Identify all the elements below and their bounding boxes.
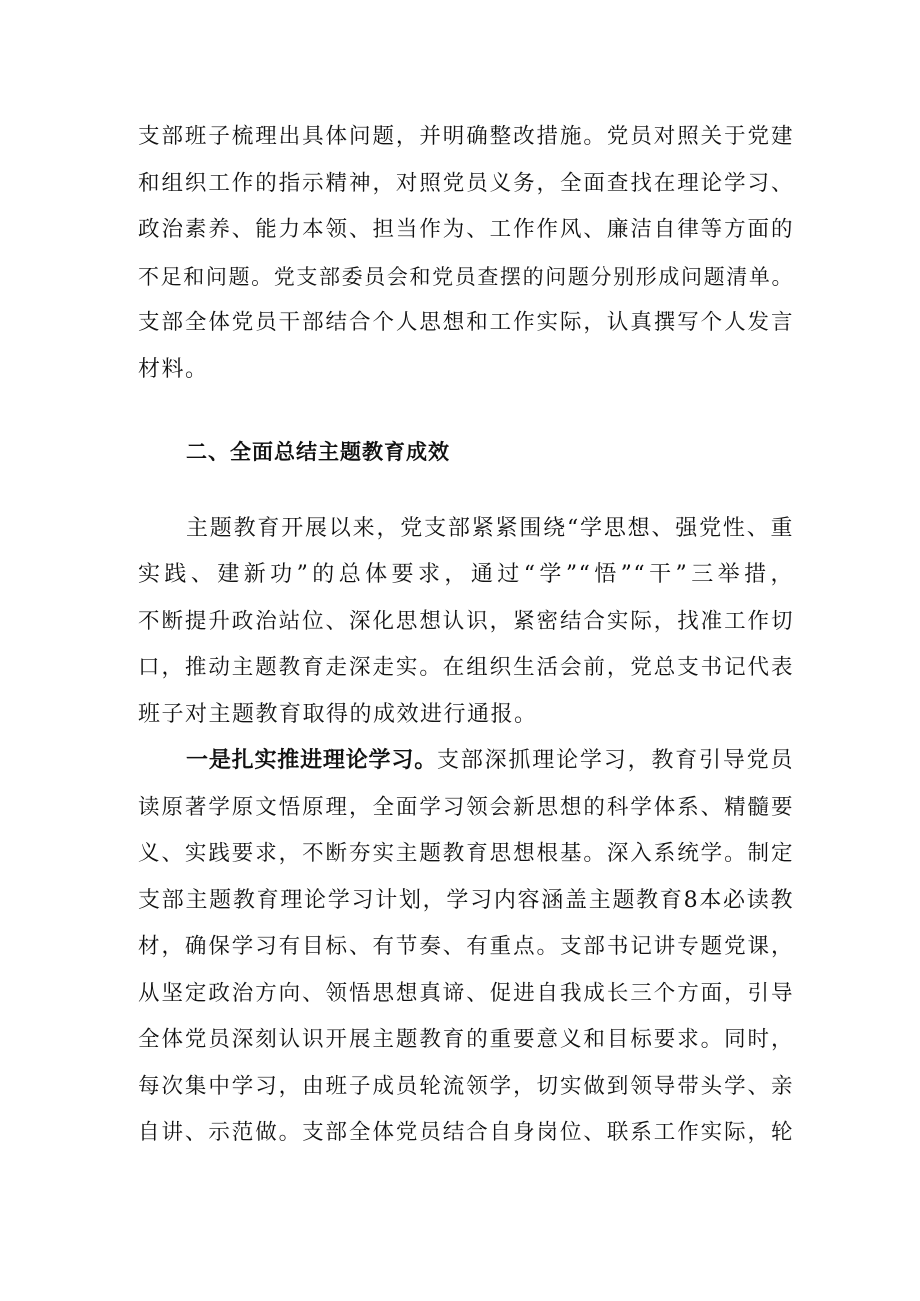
text-line: 实践、建新功”的总体要求，通过“学”“悟”“干”三举措， — [138, 562, 794, 587]
text-line: 口，推动主题教育走深走实。在组织生活会前，党总支书记代表 — [138, 655, 794, 680]
text-line: 材，确保学习有目标、有节奏、有重点。支部书记讲专题党课， — [138, 934, 794, 959]
text-line: 班子对主题教育取得的成效进行通报。 — [138, 701, 538, 727]
text-line — [138, 738, 794, 785]
paragraph-theory-study — [138, 738, 794, 1157]
text-line: 不断提升政治站位、深化思想认识，紧密结合实际，找准工作切 — [138, 608, 794, 634]
text-line: 支部班子梳理出具体问题，并明确整改措施。党员对照关于党建 — [138, 124, 794, 149]
text-line: 义、实践要求，不断夯实主题教育思想根基。深入系统学。制定 — [138, 841, 794, 866]
document-body — [138, 114, 794, 1157]
paragraph-lead: 一是扎实推进理论学习。 — [186, 748, 438, 773]
text-line: 政治素养、能力本领、担当作为、工作作风、廉洁自律等方面的 — [138, 217, 794, 242]
text-line: 材料。 — [138, 356, 209, 382]
text-line: 和组织工作的指示精神，对照党员义务，全面查找在理论学习、 — [138, 170, 794, 196]
paragraph-achievements-intro — [138, 506, 794, 739]
paragraph-problem-list — [138, 114, 794, 393]
text-line: 从坚定政治方向、领悟思想真谛、促进自我成长三个方面，引导 — [138, 980, 794, 1006]
text-line: 自讲、示范做。支部全体党员结合自身岗位、联系工作实际，轮 — [138, 1120, 794, 1145]
text-span: 支部深抓理论学习，教育引导党员 — [437, 748, 794, 773]
spacer — [138, 476, 794, 506]
text-line: 全体党员深刻认识开展主题教育的重要意义和目标要求。同时， — [138, 1027, 794, 1052]
text-line: 支部全体党员干部结合个人思想和工作实际，认真撰写个人发言 — [138, 310, 794, 335]
section-heading: 二、全面总结主题教育成效 — [186, 440, 450, 464]
text-line: 主题教育开展以来，党支部紧紧围绕“学思想、强党性、重 — [186, 515, 794, 541]
spacer — [138, 393, 794, 429]
text-line: 每次集中学习，由班子成员轮流领学，切实做到领导带头学、亲 — [138, 1073, 794, 1099]
text-line: 不足和问题。党支部委员会和党员查摆的问题分别形成问题清单。 — [138, 264, 794, 289]
text-line: 支部主题教育理论学习计划，学习内容涵盖主题教育8本必读教 — [138, 887, 794, 913]
text-line: 读原著学原文悟原理，全面学习领会新思想的科学体系、精髓要 — [138, 794, 794, 820]
